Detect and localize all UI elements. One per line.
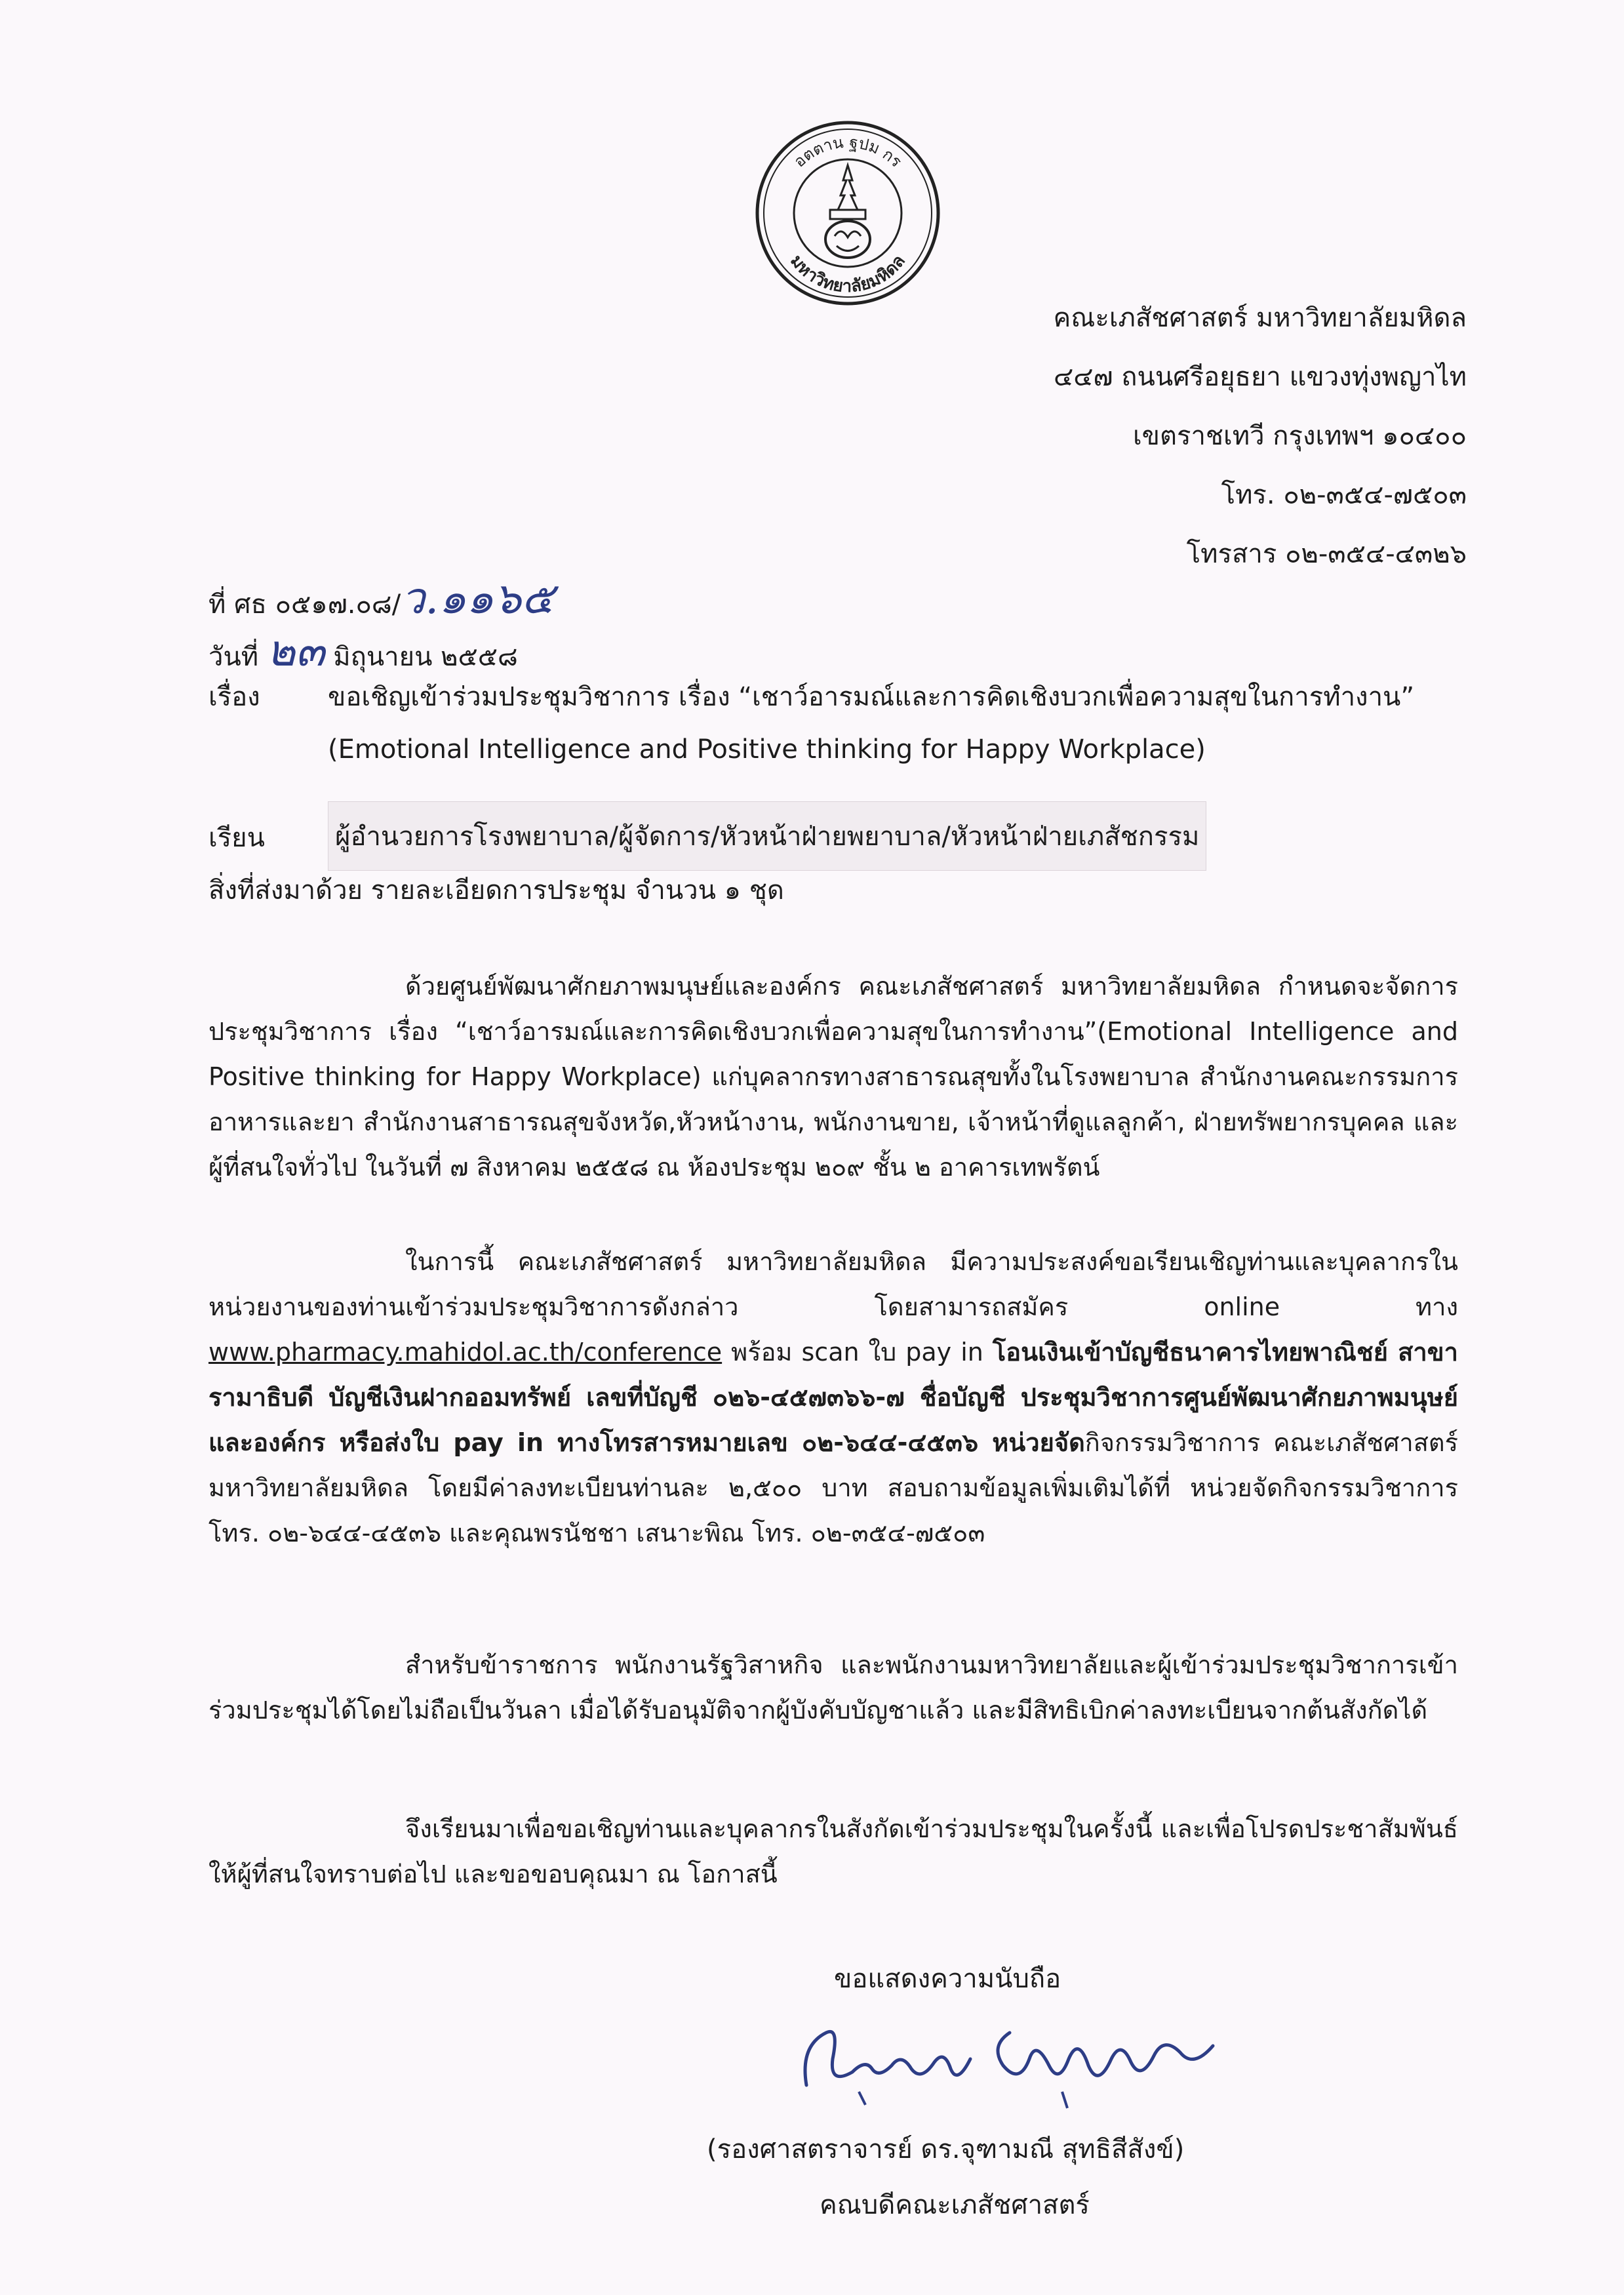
signatory-name: (รองศาสตราจารย์ ดร.จุฑามณี สุทธิสีสังข์) bbox=[707, 2134, 1185, 2165]
conference-link[interactable]: www.pharmacy.mahidol.ac.th/conference bbox=[208, 1338, 723, 1367]
body-paragraph-3 bbox=[208, 1643, 1458, 1733]
sender-fax: โทรสาร ๐๒-๓๕๔-๔๓๒๖ bbox=[1186, 539, 1467, 569]
date-label: วันที่ bbox=[208, 642, 267, 672]
recipient-text: ผู้อำนวยการโรงพยาบาล/ผู้จัดการ/หัวหน้าฝ่ายพยาบาล/หัวหน้าฝ่ายเภสัชกรรม bbox=[328, 801, 1206, 871]
university-seal-icon bbox=[753, 118, 943, 308]
sender-address bbox=[1054, 289, 1467, 584]
svg-text:อตตาน ฐปม กร: อตตาน ฐปม กร bbox=[790, 132, 905, 171]
reference-handwritten: ว.๑๑๖๕ bbox=[401, 573, 554, 624]
subject-label: เรื่อง bbox=[208, 682, 260, 712]
enclosure-line: สิ่งที่ส่งมาด้วย รายละเอียดการประชุม จำนวน ๑ ชุด bbox=[208, 875, 784, 906]
paragraph-1-text: ด้วยศูนย์พัฒนาศักยภาพมนุษย์และองค์กร คณะเภสัชศาสตร์ มหาวิทยาลัยมหิดล กำหนดจะจัดการประชุมวิชาการ เรื่อง “เชาว์อารมณ์และการคิดเชิงบวกเพื่อความสุขในการทำงาน”(Emotional Intelligence and Positive thinking for Happy Workplace) แก่บุคลากรทางสาธารณสุขทั้งในโรงพยาบาล สำนักงานคณะกรรมการอาหารและยา สำนักงานสาธารณสุขจังหวัด,หัวหน้างาน, พนักงานขาย, เจ้าหน้าที่ดูแลลูกค้า, ฝ่ายทรัพยากรบุคคล และผู้ที่สนใจทั่วไป ในวันที่ ๗ สิงหาคม ๒๕๕๘ ณ ห้องประชุม ๒๐๙ ชั้น ๒ อาคารเทพรัตน์ bbox=[208, 972, 1458, 1182]
bank-account-details: โอนเงินเข้าบัญชีธนาคารไทยพาณิชย์ สาขารามาธิบดี บัญชีเงินฝากออมทรัพย์ เลขที่บัญชี ๐๒๖-๔๕๗๓๖๖-๗ ชื่อบัญชี ประชุมวิชาการศูนย์พัฒนาศักยภาพมนุษย์และองค์กร หรือส่งใบ pay in ทางโทรสารหมายเลข ๐๒-๖๔๔-๔๕๓๖ หน่วยจัด bbox=[208, 1338, 1458, 1457]
sender-district: เขตราชเทวี กรุงเทพฯ ๑๐๔๐๐ bbox=[1132, 421, 1467, 451]
paragraph-3-text: สำหรับข้าราชการ พนักงานรัฐวิสาหกิจ และพนักงานมหาวิทยาลัยและผู้เข้าร่วมประชุมวิชาการเข้าร่วมประชุมได้โดยไม่ถือเป็นวันลา เมื่อได้รับอนุมัติจากผู้บังคับบัญชาแล้ว และมีสิทธิเบิกค่าลงทะเบียนจากต้นสังกัดได้ bbox=[208, 1650, 1458, 1725]
reference-label: ที่ ศธ bbox=[208, 589, 275, 620]
recipient-label: เรียน bbox=[208, 823, 265, 853]
body-paragraph-2 bbox=[208, 1239, 1458, 1556]
sender-phone: โทร. ๐๒-๓๕๔-๗๕๐๓ bbox=[1221, 480, 1467, 510]
date-day-handwritten: ๒๓ bbox=[266, 626, 325, 676]
sender-faculty: คณะเภสัชศาสตร์ มหาวิทยาลัยมหิดล bbox=[1053, 303, 1467, 333]
paragraph-4-text: จึงเรียนมาเพื่อขอเชิญท่านและบุคลากรในสังกัดเข้าร่วมประชุมในครั้งนี้ และเพื่อโปรดประชาสัมพันธ์ให้ผู้ที่สนใจทราบต่อไป และขอขอบคุณมา ณ โอกาสนี้ bbox=[208, 1814, 1458, 1888]
sender-street: ๔๔๗ ถนนศรีอยุธยา แขวงทุ่งพญาไท bbox=[1053, 362, 1467, 392]
paragraph-2-text: ในการนี้ คณะเภสัชศาสตร์ มหาวิทยาลัยมหิดล มีความประสงค์ขอเรียนเชิญท่านและบุคลากรในหน่วยงานของท่านเข้าร่วมประชุมวิชาการดังกล่าว โดยสามารถสมัคร online ทาง www.pharmacy.mahidol.ac.th/conference พร้อม scan ใบ pay in โอนเงินเข้าบัญชีธนาคารไทยพาณิชย์ สาขารามาธิบดี บัญชีเงินฝากออมทรัพย์ เลขที่บัญชี ๐๒๖-๔๕๗๓๖๖-๗ ชื่อบัญชี ประชุมวิชาการศูนย์พัฒนาศักยภาพมนุษย์และองค์กร หรือส่งใบ pay in ทางโทรสารหมายเลข ๐๒-๖๔๔-๔๕๓๖ หน่วยจัดกิจกรรมวิชาการ คณะเภสัชศาสตร์ มหาวิทยาลัยมหิดล โดยมีค่าลงทะเบียนท่านละ ๒,๕๐๐ บาท สอบถามข้อมูลเพิ่มเติมได้ที่ หน่วยจัดกิจกรรมวิชาการ โทร. ๐๒-๖๔๔-๔๕๓๖ และคุณพรนัชชา เสนาะพิณ โทร. ๐๒-๓๕๔-๗๕๐๓ bbox=[208, 1247, 1458, 1547]
subject-line-english: (Emotional Intelligence and Positive thinking for Happy Workplace) bbox=[328, 734, 1206, 765]
subject-line-thai: ขอเชิญเข้าร่วมประชุมวิชาการ เรื่อง “เชาว์อารมณ์และการคิดเชิงบวกเพื่อความสุขในการทำงาน” bbox=[328, 682, 1415, 712]
signatory-title: คณบดีคณะเภสัชศาสตร์ bbox=[820, 2190, 1090, 2220]
handwritten-signature-icon bbox=[793, 2006, 1252, 2118]
body-paragraph-1 bbox=[208, 964, 1458, 1190]
reference-code: ๐๕๑๗.๐๘/ bbox=[275, 589, 401, 620]
closing-salutation: ขอแสดงความนับถือ bbox=[834, 1964, 1061, 1994]
svg-text:มหาวิทยาลัยมหิดล: มหาวิทยาลัยมหิดล bbox=[786, 251, 909, 297]
date-month-year: มิถุนายน ๒๕๕๘ bbox=[333, 642, 518, 672]
body-paragraph-4 bbox=[208, 1806, 1458, 1897]
